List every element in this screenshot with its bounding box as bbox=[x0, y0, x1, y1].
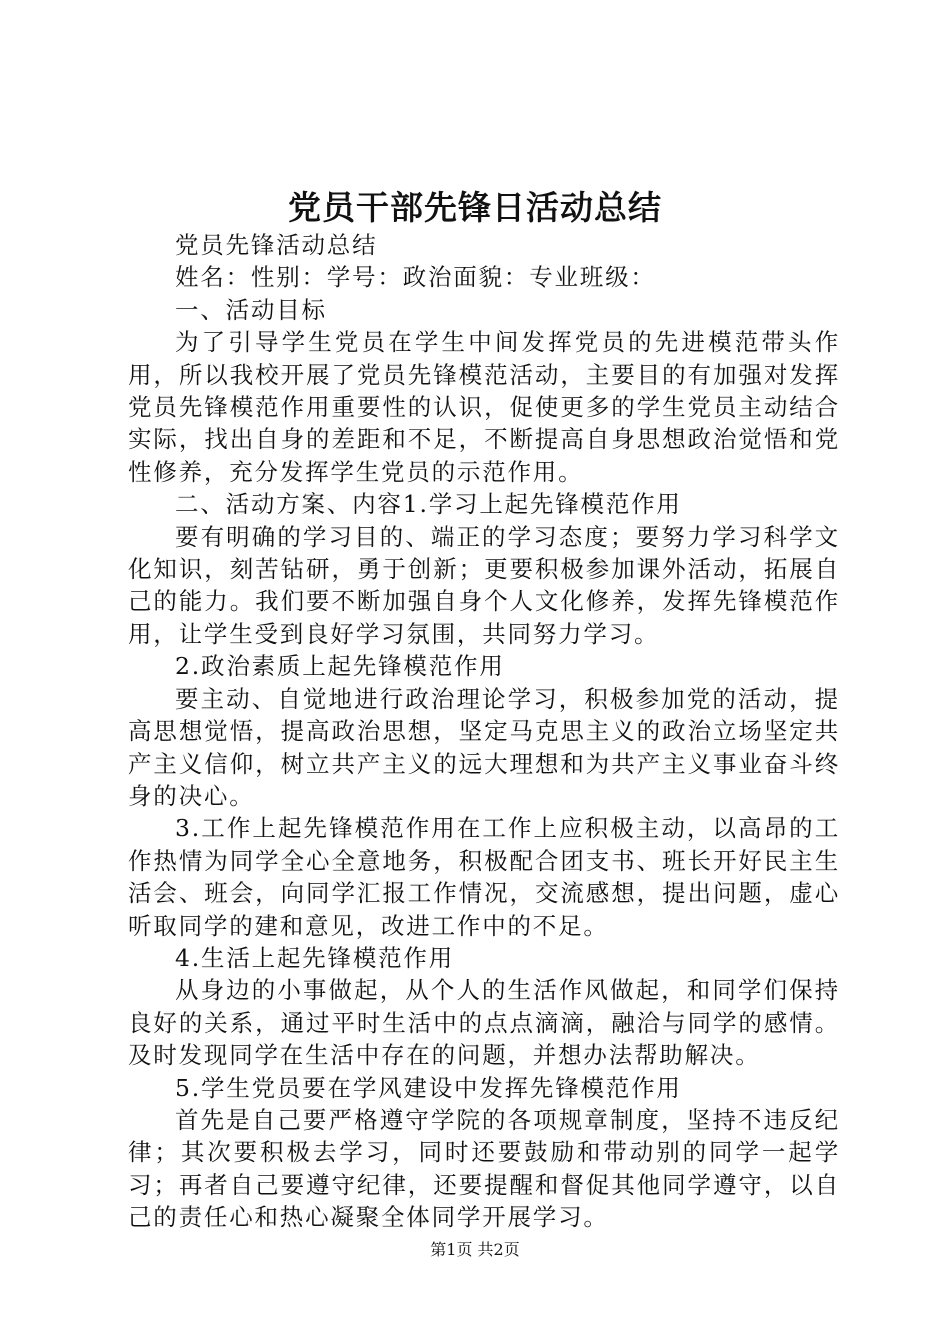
paragraph-study-style: 首先是自己要严格遵守学院的各项规章制度，坚持不违反纪律；其次要积极去学习，同时还要鼓励和带动别的同学一起学习；再者自己要遵守纪律，还要提醒和督促其他同学遵守，以自己的责任心和热心凝聚全体同学开展学习。 bbox=[128, 1105, 840, 1232]
paragraph-life: 从身边的小事做起，从个人的生活作风做起，和同学们保持良好的关系，通过平时生活中的点点滴滴，融洽与同学的感情。及时发现同学在生活中存在的问题，并想办法帮助解决。 bbox=[128, 976, 840, 1070]
paragraph-study: 要有明确的学习目的、端正的学习态度；要努力学习科学文化知识，刻苦钻研，勇于创新；更要积极参加课外活动，拓展自己的能力。我们要不断加强自身个人文化修养，发挥先锋模范作用，让学生受到良好学习氛围，共同努力学习。 bbox=[128, 522, 840, 648]
paragraph-work: 3.工作上起先锋模范作用在工作上应积极主动，以高昂的工作热情为同学全心全意地务，积极配合团支书、班长开好民主生活会、班会，向同学汇报工作情况，交流感想，提出问题，虚心听取同学的建和意见，改进工作中的不足。 bbox=[128, 814, 840, 940]
subheading-study-style: 5.学生党员要在学风建设中发挥先锋模范作用 bbox=[175, 1073, 682, 1102]
paragraph-heading-summary: 党员先锋活动总结 bbox=[175, 231, 378, 259]
paragraph-personal-info-fields: 姓名：性别：学号：政治面貌：专业班级： bbox=[175, 263, 656, 292]
paragraph-political: 要主动、自觉地进行政治理论学习，积极参加党的活动，提高思想觉悟，提高政治思想，坚定马克思主义的政治立场坚定共产主义信仰，树立共产主义的远大理想和为共产主义事业奋斗终身的决心。 bbox=[128, 684, 840, 810]
section-heading-plan: 二、活动方案、内容1.学习上起先锋模范作用 bbox=[175, 490, 682, 519]
subheading-life: 4.生活上起先锋模范作用 bbox=[175, 943, 455, 972]
page-number-footer: 第1页 共2页 bbox=[430, 1240, 520, 1259]
paragraph-goals: 为了引导学生党员在学生中间发挥党员的先进模范带头作用，所以我校开展了党员先锋模范活动，主要目的有加强对发挥党员先锋模范作用重要性的认识，促使更多的学生党员主动结合实际，找出自身的差距和不足，不断提高自身思想政治觉悟和党性修养，充分发挥学生党员的示范作用。 bbox=[128, 328, 840, 486]
document-body bbox=[128, 229, 840, 1234]
section-heading-goals: 一、活动目标 bbox=[175, 295, 327, 324]
subheading-political: 2.政治素质上起先锋模范作用 bbox=[175, 652, 505, 681]
document-title: 党员干部先锋日活动总结 bbox=[288, 188, 662, 227]
